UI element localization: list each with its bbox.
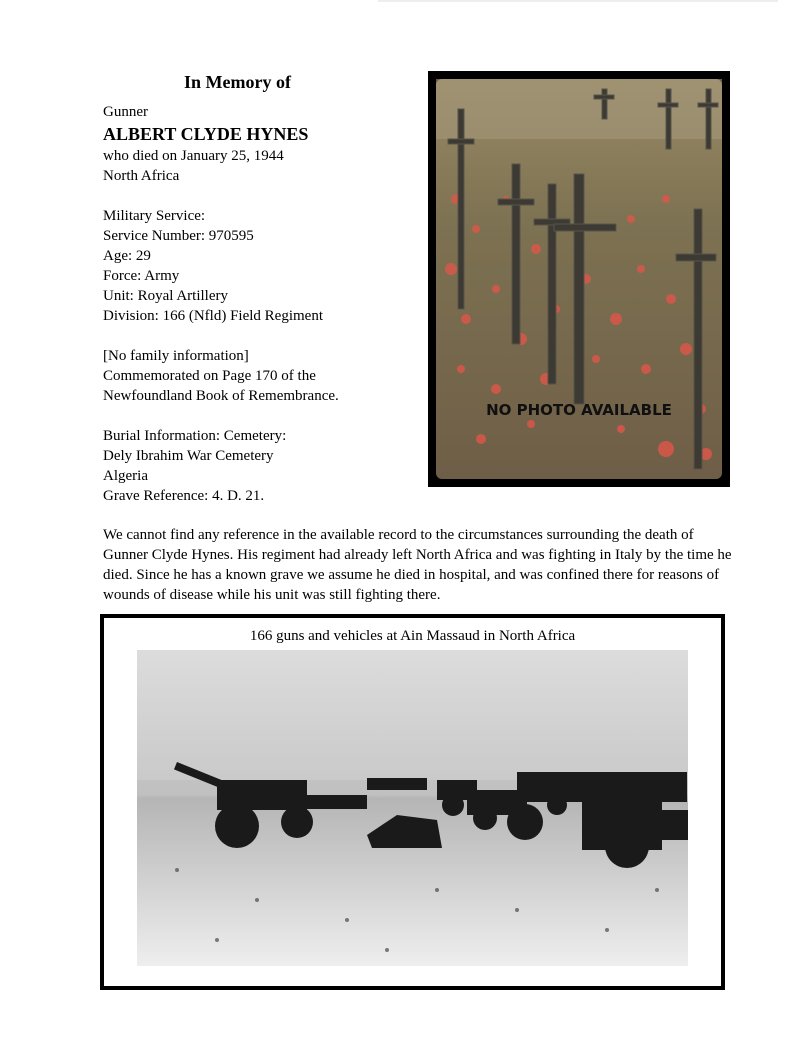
memorial-heading: In Memory of — [184, 72, 291, 92]
age: Age: 29 — [103, 248, 151, 264]
historical-photo-frame — [100, 614, 725, 990]
division: Division: 166 (Nfld) Field Regiment — [103, 308, 323, 324]
narrative-paragraph: We cannot find any reference in the available record to the circumstances surrounding the death of Gunner Clyde Hynes. His regiment had already left North Africa and was fighting in Italy by the time he died. Since he has a known grave we assume he died in hospital, and was confined there for reasons of wounds of disease while his unit was still fighting there. — [103, 527, 732, 603]
cemetery-crosses-painting — [436, 79, 722, 479]
soldier-name: ALBERT CLYDE HYNES — [103, 124, 309, 144]
death-date: who died on January 25, 1944 — [103, 148, 284, 164]
memorial-details — [103, 102, 423, 506]
commemoration-line-2: Newfoundland Book of Remembrance. — [103, 388, 339, 404]
force: Force: Army — [103, 268, 180, 284]
service-number: Service Number: 970595 — [103, 228, 254, 244]
guns-and-vehicles-photo — [137, 650, 688, 966]
death-place: North Africa — [103, 168, 180, 184]
grave-reference: Grave Reference: 4. D. 21. — [103, 488, 265, 504]
cemetery-name: Dely Ibrahim War Cemetery — [103, 448, 274, 464]
burial-country: Algeria — [103, 468, 148, 484]
no-photo-label: NO PHOTO AVAILABLE — [486, 401, 672, 419]
memorial-painting-frame — [428, 71, 730, 487]
service-heading: Military Service: — [103, 208, 206, 224]
photo-caption: 166 guns and vehicles at Ain Massaud in North Africa — [249, 628, 576, 644]
commemoration-line-1: Commemorated on Page 170 of the — [103, 368, 316, 384]
unit: Unit: Royal Artillery — [103, 288, 228, 304]
rank: Gunner — [103, 104, 148, 120]
family-info: [No family information] — [103, 348, 249, 364]
burial-heading: Burial Information: Cemetery: — [103, 428, 287, 444]
top-divider — [378, 0, 778, 2]
